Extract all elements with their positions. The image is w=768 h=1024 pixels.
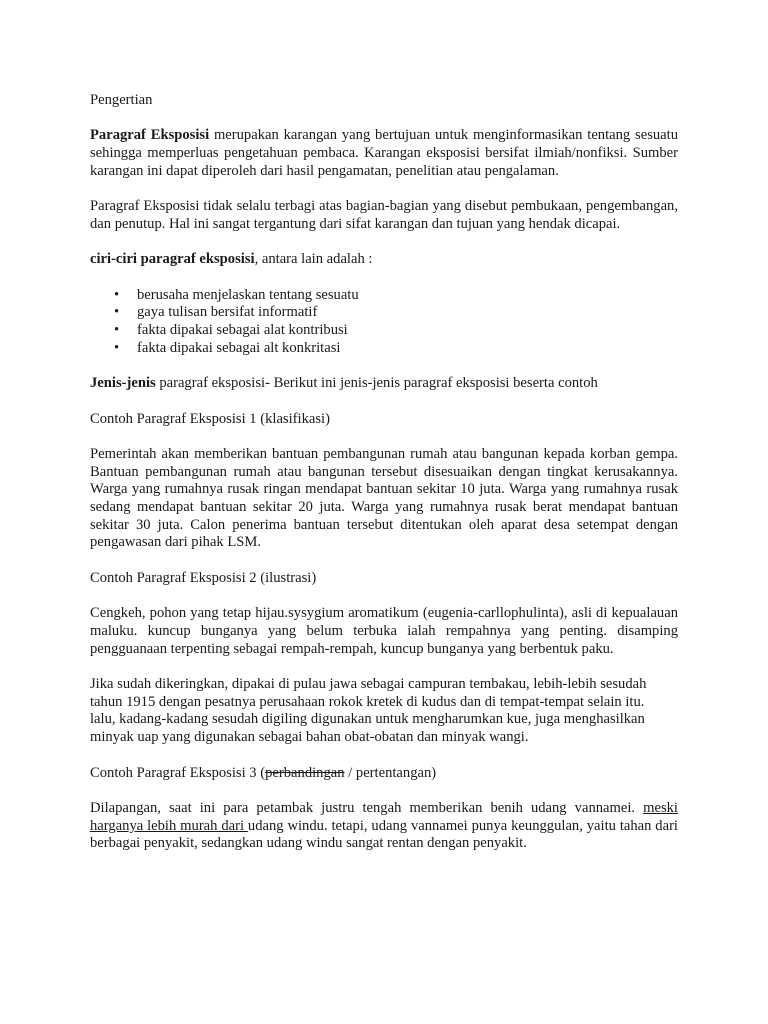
list-item xyxy=(90,287,678,305)
definition-paragraph xyxy=(90,127,678,180)
bold-term: ciri-ciri paragraf eksposisi xyxy=(90,251,255,268)
spacer xyxy=(90,110,678,128)
example3-title-end: / pertentangan) xyxy=(344,764,437,781)
bullet-icon: • xyxy=(114,304,120,321)
spacer xyxy=(90,357,678,375)
example2-title: Contoh Paragraf Eksposisi 2 (ilustrasi) xyxy=(90,569,317,586)
spacer xyxy=(90,234,678,252)
list-item-text: fakta dipakai sebagai alt konkritasi xyxy=(137,339,341,356)
list-item xyxy=(90,322,678,340)
list-item xyxy=(90,340,678,358)
spacer xyxy=(90,269,678,287)
spacer xyxy=(90,747,678,765)
text-line: tahun 1915 dengan pesatnya perusahaan rokok kretek di kudus dan di tempat-tempat selain itu. xyxy=(90,693,645,710)
spacer xyxy=(90,181,678,199)
spacer xyxy=(90,658,678,676)
bullet-icon: • xyxy=(114,286,120,303)
list-item-text: gaya tulisan bersifat informatif xyxy=(137,304,318,321)
example3-title-start: Contoh Paragraf Eksposisi 3 ( xyxy=(90,764,266,781)
example2-paragraph: Cengkeh, pohon yang tetap hijau.sysygium aromatikum (eugenia-carllophulinta), asli di kepualauan maluku. kuncup bunganya yang belum terbuka ialah rempahnya yang penting. disamping pengguanaan terpenting sebagai rempah-rempah, kuncup bunganya yang berbentuk paku. xyxy=(90,605,678,657)
list-item xyxy=(90,304,678,322)
list-item-text: berusaha menjelaskan tentang sesuatu xyxy=(137,286,359,303)
types-intro-text: paragraf eksposisi- Berikut ini jenis-jenis paragraf eksposisi beserta contoh xyxy=(155,375,598,392)
example3-text-end: udang windu. tetapi, udang vannamei punya keunggulan, yaitu tahan dari berbagai penyakit, sedangkan udang windu sangat rentan dengan penyakit. xyxy=(90,817,678,852)
bold-term: Paragraf Eksposisi xyxy=(90,127,210,144)
characteristics-intro xyxy=(90,251,678,269)
characteristics-list xyxy=(90,287,678,358)
example1-paragraph: Pemerintah akan memberikan bantuan pembangunan rumah atau bangunan kepada korban gempa. Bantuan pembangunan rumah atau bangunan tersebut disesuaikan dengan tingkat kerusakannya. Warga yang rumahnya rusak ringan mendapat bantuan sekitar 10 juta. Warga yang rumahnya rusak sedang mendapat bantuan sekitar 20 juta. Warga yang rumahnya rusak berat mendapat bantuan sekitar 30 juta. Calon penerima bantuan tersebut ditentukan oleh aparat desa setempat dengan pengawasan dari pihak LSM. xyxy=(90,445,678,551)
example3-text-start: Dilapangan, saat ini para petambak justru tengah memberikan benih udang vannamei. xyxy=(90,799,644,816)
spacer xyxy=(90,782,678,800)
bold-term: Jenis-jenis xyxy=(90,375,156,392)
spacer xyxy=(90,588,678,606)
definition-text: merupakan karangan yang bertujuan untuk menginformasikan tentang sesuatu sehingga memperluas pengetahuan pembaca. Karangan eksposisi bersifat ilmiah/nonfiksi. Sumber karangan ini dapat diperoleh dari hasil pengamatan, penelitian atau pengalaman. xyxy=(90,127,678,179)
text-line: minyak uap yang digunakan sebagai bahan obat-obatan dan minyak wangi. xyxy=(90,729,529,746)
example2-continuation xyxy=(90,676,678,747)
strikethrough-word: perbandingan xyxy=(265,764,345,781)
bullet-icon: • xyxy=(114,339,120,356)
section-heading: Pengertian xyxy=(90,92,153,108)
characteristics-intro-text: , antara lain adalah : xyxy=(254,251,373,268)
underlined-phrase: meski harganya lebih murah dari xyxy=(90,799,678,834)
spacer xyxy=(90,428,678,446)
document-page xyxy=(90,92,678,853)
spacer xyxy=(90,393,678,411)
example3-paragraph xyxy=(90,800,678,853)
example3-title xyxy=(90,765,678,783)
example1-title: Contoh Paragraf Eksposisi 1 (klasifikasi) xyxy=(90,410,330,427)
list-item-text: fakta dipakai sebagai alat kontribusi xyxy=(137,322,348,339)
spacer xyxy=(90,552,678,570)
bullet-icon: • xyxy=(114,322,120,339)
text-line: lalu, kadang-kadang sesudah digiling digunakan untuk mengharumkan kue, juga menghasilkan xyxy=(90,711,645,728)
structure-paragraph: Paragraf Eksposisi tidak selalu terbagi atas bagian-bagian yang disebut pembukaan, pengembangan, dan penutup. Hal ini sangat tergantung dari sifat karangan dan tujuan yang hendak dicapai. xyxy=(90,198,678,232)
text-line: Jika sudah dikeringkan, dipakai di pulau jawa sebagai campuran tembakau, lebih-lebih sesudah xyxy=(90,676,647,693)
types-intro xyxy=(90,375,678,393)
